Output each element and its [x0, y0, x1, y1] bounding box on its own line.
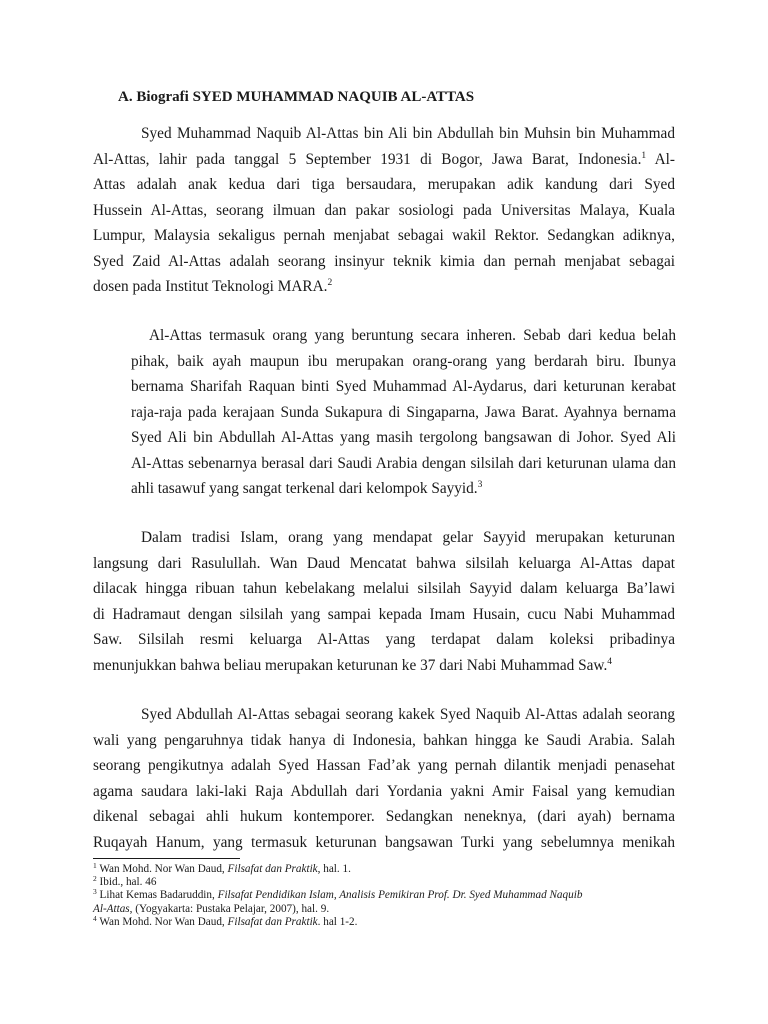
paragraph-3	[93, 525, 675, 678]
paragraph-line: raja-raja pada kerajaan Sunda Sukapura di Singaparna, Jawa Barat. Ayahnya bernama	[131, 403, 676, 421]
paragraph-line: Syed Muhammad Naquib Al-Attas bin Ali bin Abdullah bin Muhsin bin Muhammad	[141, 125, 675, 142]
paragraph-line: seorang pengikutnya adalah Syed Hassan Fad’ak yang pernah dilantik menjadi penasehat	[93, 757, 675, 774]
paragraph-1	[93, 121, 675, 300]
paragraph-line: Saw. Silsilah resmi keluarga Al-Attas yang terdapat dalam koleksi pribadinya	[93, 631, 675, 648]
section-heading: A. Biografi SYED MUHAMMAD NAQUIB AL-ATTAS	[118, 89, 475, 105]
paragraph-line: Dalam tradisi Islam, orang yang mendapat gelar Sayyid merupakan keturunan	[141, 529, 675, 546]
footnote-separator	[93, 858, 240, 859]
footnote: $^1$ Wan Mohd. Nor Wan Daud, Filsafat dan Praktik, hal. 1.	[93, 861, 351, 875]
paragraph-line: Al-Attas termasuk orang yang beruntung secara inheren. Sebab dari kedua belah	[149, 327, 676, 344]
paragraph-line: dikenal sebagai ahli hukum kontemporer. Sedangkan neneknya, (dari ayah) bernama	[93, 808, 675, 825]
footnotes	[93, 863, 683, 929]
paragraph-line: menunjukkan bahwa beliau merupakan keturunan ke 37 dari Nabi Muhammad Saw.$^4$	[93, 656, 613, 674]
paragraph-line: Al-Attas, lahir pada tanggal 5 September 1931 di Bogor, Jawa Barat, Indonesia.$^1$ Al-	[93, 150, 675, 168]
paragraph-line: Attas adalah anak kedua dari tiga bersaudara, merupakan adik kandung dari Syed	[93, 176, 675, 193]
paragraph-line: Syed Ali bin Abdullah Al-Attas yang masih tergolong bangsawan di Johor. Syed Ali	[131, 429, 676, 446]
paragraph-4	[93, 702, 675, 855]
paragraph-line: Al-Attas sebenarnya berasal dari Saudi Arabia dengan silsilah dari keturunan ulama dan	[131, 454, 676, 472]
footnote: $^3$ Lihat Kemas Badaruddin, Filsafat Pendidikan Islam, Analisis Pemikiran Prof. Dr. Syed Muhammad Naquib	[93, 887, 583, 902]
paragraph-line: dilacak hingga ribuan tahun kebelakang melalui silsilah Sayyid dalam keluarga Ba’lawi	[93, 580, 675, 597]
footnote-continuation: Al-Attas, (Yogyakarta: Pustaka Pelajar, 2007), hal. 9.	[93, 902, 330, 915]
footnote-ref: 3	[477, 480, 483, 490]
paragraph-2	[131, 323, 676, 502]
paragraph-line: dosen pada Institut Teknologi MARA.$^2$	[93, 278, 333, 295]
paragraph-line: Syed Abdullah Al-Attas sebagai seorang kakek Syed Naquib Al-Attas adalah seorang	[141, 706, 675, 723]
paragraph-line: ahli tasawuf yang sangat terkenal dari kelompok Sayyid.$^3$	[131, 480, 483, 497]
paragraph-line: langsung dari Rasulullah. Wan Daud Mencatat bahwa silsilah keluarga Al-Attas dapat	[93, 554, 675, 572]
paragraph-line: Ruqayah Hanum, yang termasuk keturunan bangsawan Turki yang sebelumnya menikah	[93, 833, 675, 851]
footnote: $^4$ Wan Mohd. Nor Wan Daud, Filsafat dan Praktik. hal 1-2.	[93, 913, 358, 928]
footnote-ref: 2	[327, 278, 333, 288]
footnote-ref: 1	[641, 150, 647, 161]
footnote: $^2$ Ibid., hal. 46	[93, 874, 157, 889]
paragraph-line: Syed Zaid Al-Attas adalah seorang insinyur teknik kimia dan pernah menjabat sebagai	[93, 252, 675, 270]
footnote-ref: 4	[607, 656, 613, 667]
paragraph-line: agama saudara laki-laki Raja Abdullah dari Yordania yakni Amir Faisal yang kemudian	[93, 782, 675, 800]
paragraph-line: pihak, baik ayah maupun ibu merupakan orang-orang yang berdarah biru. Ibunya	[131, 352, 676, 370]
paragraph-line: bernama Sharifah Raquan binti Syed Muhammad Al-Aydarus, dari keturunan kerabat	[131, 378, 676, 395]
paragraph-line: Hussein Al-Attas, seorang ilmuan dan pakar sosiologi pada Universitas Malaya, Kuala	[93, 201, 675, 219]
paragraph-line: di Hadramaut dengan silsilah yang sampai kepada Imam Husain, cucu Nabi Muhammad	[93, 605, 675, 623]
paragraph-line: Lumpur, Malaysia sekaligus pernah menjabat sebagai wakil Rektor. Sedangkan adiknya,	[93, 227, 675, 244]
paragraph-line: wali yang pengaruhnya tidak hanya di Indonesia, bahkan hingga ke Saudi Arabia. Salah	[93, 731, 675, 749]
